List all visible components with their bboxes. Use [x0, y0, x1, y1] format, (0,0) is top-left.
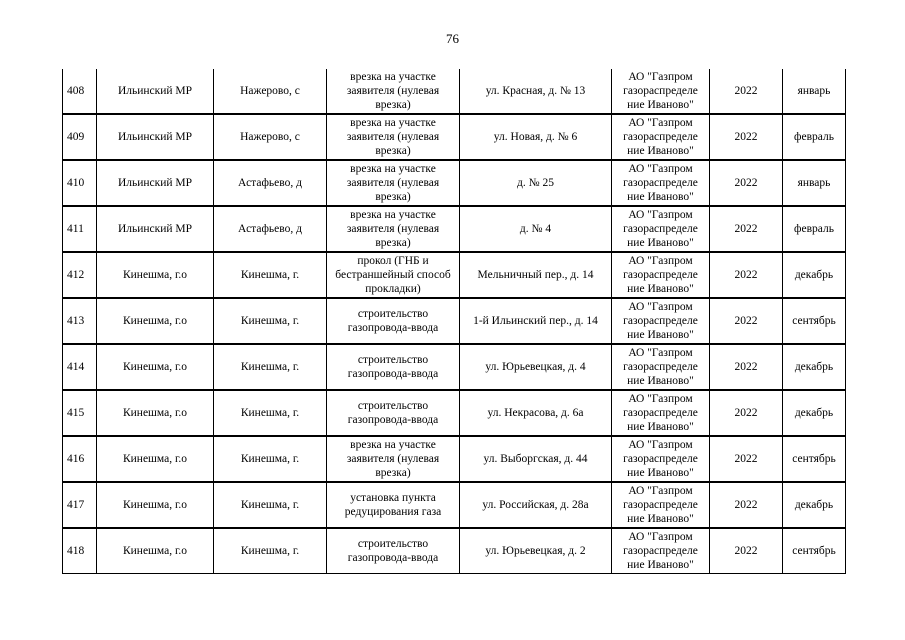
- organization-cell: АО "Газпром газораспределе ние Иваново": [612, 114, 710, 160]
- district-cell: Кинешма, г.о: [97, 390, 214, 436]
- organization-cell: АО "Газпром газораспределе ние Иваново": [612, 160, 710, 206]
- table-row: [63, 390, 846, 436]
- method-cell: прокол (ГНБ и бестраншейный способ прокладки): [327, 252, 460, 298]
- month-cell: декабрь: [783, 252, 846, 298]
- month-cell: февраль: [783, 206, 846, 252]
- table-row: [63, 436, 846, 482]
- district-cell: Кинешма, г.о: [97, 344, 214, 390]
- organization-cell: АО "Газпром газораспределе ние Иваново": [612, 69, 710, 114]
- table-row: [63, 69, 846, 114]
- method-cell: врезка на участке заявителя (нулевая врезка): [327, 69, 460, 114]
- organization-cell: АО "Газпром газораспределе ние Иваново": [612, 252, 710, 298]
- organization-cell: АО "Газпром газораспределе ние Иваново": [612, 206, 710, 252]
- year-cell: 2022: [710, 69, 783, 114]
- month-cell: сентябрь: [783, 436, 846, 482]
- row-number: 415: [63, 390, 97, 436]
- year-cell: 2022: [710, 160, 783, 206]
- settlement-cell: Кинешма, г.: [214, 298, 327, 344]
- district-cell: Кинешма, г.о: [97, 436, 214, 482]
- year-cell: 2022: [710, 114, 783, 160]
- settlement-cell: Астафьево, д: [214, 160, 327, 206]
- settlement-cell: Кинешма, г.: [214, 252, 327, 298]
- organization-cell: АО "Газпром газораспределе ние Иваново": [612, 482, 710, 528]
- row-number: 416: [63, 436, 97, 482]
- organization-cell: АО "Газпром газораспределе ние Иваново": [612, 528, 710, 574]
- year-cell: 2022: [710, 298, 783, 344]
- district-cell: Ильинский МР: [97, 206, 214, 252]
- method-cell: строительство газопровода-ввода: [327, 298, 460, 344]
- address-cell: д. № 25: [460, 160, 612, 206]
- district-cell: Кинешма, г.о: [97, 482, 214, 528]
- year-cell: 2022: [710, 252, 783, 298]
- organization-cell: АО "Газпром газораспределе ние Иваново": [612, 298, 710, 344]
- address-cell: ул. Новая, д. № 6: [460, 114, 612, 160]
- method-cell: врезка на участке заявителя (нулевая врезка): [327, 206, 460, 252]
- settlement-cell: Кинешма, г.: [214, 436, 327, 482]
- table-row: [63, 482, 846, 528]
- district-cell: Кинешма, г.о: [97, 528, 214, 574]
- row-number: 417: [63, 482, 97, 528]
- method-cell: врезка на участке заявителя (нулевая врезка): [327, 436, 460, 482]
- row-number: 410: [63, 160, 97, 206]
- address-cell: ул. Юрьевецкая, д. 2: [460, 528, 612, 574]
- settlement-cell: Нажерово, с: [214, 114, 327, 160]
- year-cell: 2022: [710, 344, 783, 390]
- method-cell: строительство газопровода-ввода: [327, 390, 460, 436]
- address-cell: ул. Российская, д. 28а: [460, 482, 612, 528]
- settlement-cell: Астафьево, д: [214, 206, 327, 252]
- page-number: 76: [446, 31, 459, 46]
- row-number: 418: [63, 528, 97, 574]
- address-cell: Мельничный пер., д. 14: [460, 252, 612, 298]
- month-cell: сентябрь: [783, 298, 846, 344]
- gas-connection-table: [62, 69, 846, 574]
- organization-cell: АО "Газпром газораспределе ние Иваново": [612, 390, 710, 436]
- organization-cell: АО "Газпром газораспределе ние Иваново": [612, 436, 710, 482]
- district-cell: Ильинский МР: [97, 114, 214, 160]
- address-cell: д. № 4: [460, 206, 612, 252]
- district-cell: Кинешма, г.о: [97, 252, 214, 298]
- district-cell: Ильинский МР: [97, 160, 214, 206]
- settlement-cell: Кинешма, г.: [214, 482, 327, 528]
- table-row: [63, 206, 846, 252]
- month-cell: декабрь: [783, 390, 846, 436]
- address-cell: 1-й Ильинский пер., д. 14: [460, 298, 612, 344]
- row-number: 411: [63, 206, 97, 252]
- table-row: [63, 528, 846, 574]
- settlement-cell: Кинешма, г.: [214, 390, 327, 436]
- year-cell: 2022: [710, 482, 783, 528]
- row-number: 409: [63, 114, 97, 160]
- year-cell: 2022: [710, 206, 783, 252]
- month-cell: январь: [783, 160, 846, 206]
- month-cell: сентябрь: [783, 528, 846, 574]
- method-cell: врезка на участке заявителя (нулевая врезка): [327, 114, 460, 160]
- table-row: [63, 344, 846, 390]
- organization-cell: АО "Газпром газораспределе ние Иваново": [612, 344, 710, 390]
- settlement-cell: Нажерово, с: [214, 69, 327, 114]
- row-number: 408: [63, 69, 97, 114]
- settlement-cell: Кинешма, г.: [214, 344, 327, 390]
- month-cell: декабрь: [783, 344, 846, 390]
- year-cell: 2022: [710, 390, 783, 436]
- address-cell: ул. Некрасова, д. 6а: [460, 390, 612, 436]
- address-cell: ул. Красная, д. № 13: [460, 69, 612, 114]
- table-row: [63, 114, 846, 160]
- method-cell: установка пункта редуцирования газа: [327, 482, 460, 528]
- row-number: 413: [63, 298, 97, 344]
- method-cell: строительство газопровода-ввода: [327, 528, 460, 574]
- year-cell: 2022: [710, 436, 783, 482]
- method-cell: строительство газопровода-ввода: [327, 344, 460, 390]
- table-row: [63, 160, 846, 206]
- district-cell: Ильинский МР: [97, 69, 214, 114]
- month-cell: январь: [783, 69, 846, 114]
- address-cell: ул. Юрьевецкая, д. 4: [460, 344, 612, 390]
- table-row: [63, 252, 846, 298]
- month-cell: февраль: [783, 114, 846, 160]
- table-row: [63, 298, 846, 344]
- row-number: 412: [63, 252, 97, 298]
- settlement-cell: Кинешма, г.: [214, 528, 327, 574]
- month-cell: декабрь: [783, 482, 846, 528]
- year-cell: 2022: [710, 528, 783, 574]
- method-cell: врезка на участке заявителя (нулевая врезка): [327, 160, 460, 206]
- address-cell: ул. Выборгская, д. 44: [460, 436, 612, 482]
- district-cell: Кинешма, г.о: [97, 298, 214, 344]
- row-number: 414: [63, 344, 97, 390]
